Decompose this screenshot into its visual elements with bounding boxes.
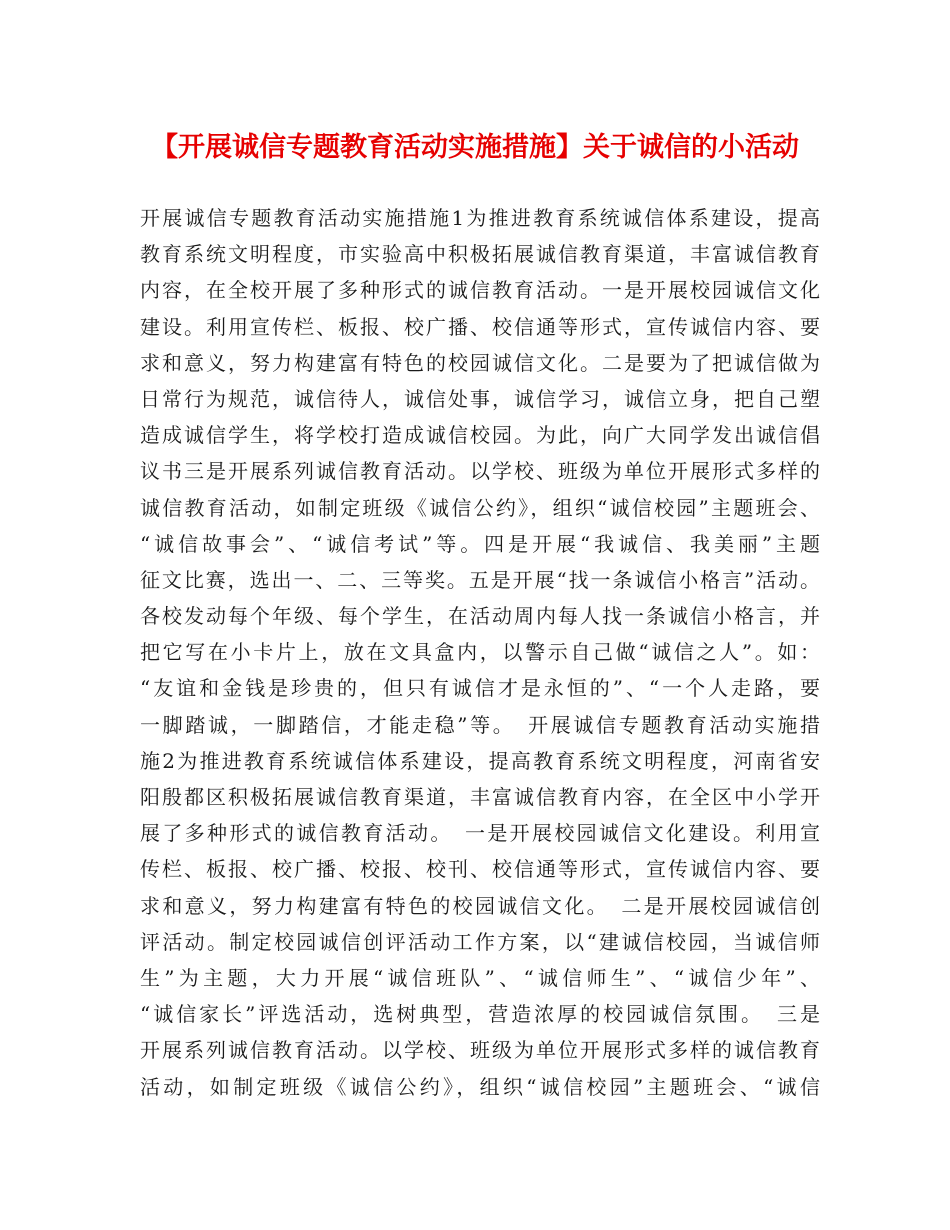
body-line: 征文比赛，选出一、二、三等奖。五是开展“找一条诚信小格言”活动。 <box>140 567 820 592</box>
body-line: 一脚踏诚，一脚踏信，才能走稳”等。 开展诚信专题教育活动实施措 <box>140 712 820 737</box>
body-line: 求和意义，努力构建富有特色的校园诚信文化。 二是开展校园诚信创 <box>140 893 820 918</box>
body-line: 议书三是开展系列诚信教育活动。以学校、班级为单位开展形式多样的 <box>140 459 820 484</box>
document-title: 【开展诚信专题教育活动实施措施】关于诚信的小活动 <box>151 132 799 163</box>
body-line: 造成诚信学生，将学校打造成诚信校园。为此，向广大同学发出诚信倡 <box>140 423 820 448</box>
body-line: 传栏、板报、校广播、校报、校刊、校信通等形式，宣传诚信内容、要 <box>140 857 820 882</box>
body-line: 各校发动每个年级、每个学生，在活动周内每人找一条诚信小格言，并 <box>140 604 820 629</box>
body-line: “诚信故事会”、“诚信考试”等。四是开展“我诚信、我美丽”主题 <box>140 531 820 556</box>
body-line: 开展系列诚信教育活动。以学校、班级为单位开展形式多样的诚信教育 <box>140 1038 820 1063</box>
body-line: 教育系统文明程度，市实验高中积极拓展诚信教育渠道，丰富诚信教育 <box>140 242 820 267</box>
body-line: 施2为推进教育系统诚信体系建设，提高教育系统文明程度，河南省安 <box>140 748 820 773</box>
body-line: 内容，在全校开展了多种形式的诚信教育活动。一是开展校园诚信文化 <box>140 278 820 303</box>
document-body <box>140 200 820 1105</box>
body-line: 生”为主题，大力开展“诚信班队”、“诚信师生”、“诚信少年”、 <box>140 965 820 990</box>
body-line: 活动，如制定班级《诚信公约》，组织“诚信校园”主题班会、“诚信 <box>140 1074 820 1099</box>
body-line: “友谊和金钱是珍贵的，但只有诚信才是永恒的”、“一个人走路，要 <box>140 676 820 701</box>
body-line: 诚信教育活动，如制定班级《诚信公约》，组织“诚信校园”主题班会、 <box>140 495 820 520</box>
body-line: 把它写在小卡片上，放在文具盒内，以警示自己做“诚信之人”。如： <box>140 640 820 665</box>
body-line: 建设。利用宣传栏、板报、校广播、校信通等形式，宣传诚信内容、要 <box>140 314 820 339</box>
body-line: 求和意义，努力构建富有特色的校园诚信文化。二是要为了把诚信做为 <box>140 350 820 375</box>
body-line: 评活动。制定校园诚信创评活动工作方案，以“建诚信校园，当诚信师 <box>140 929 820 954</box>
body-line: 开展诚信专题教育活动实施措施1为推进教育系统诚信体系建设，提高 <box>140 206 820 230</box>
body-line: “诚信家长”评选活动，选树典型，营造浓厚的校园诚信氛围。 三是 <box>140 1002 820 1027</box>
body-line: 展了多种形式的诚信教育活动。 一是开展校园诚信文化建设。利用宣 <box>140 821 820 846</box>
body-line: 阳殷都区积极拓展诚信教育渠道，丰富诚信教育内容，在全区中小学开 <box>140 785 820 809</box>
body-line: 日常行为规范，诚信待人，诚信处事，诚信学习，诚信立身，把自己塑 <box>140 386 820 411</box>
